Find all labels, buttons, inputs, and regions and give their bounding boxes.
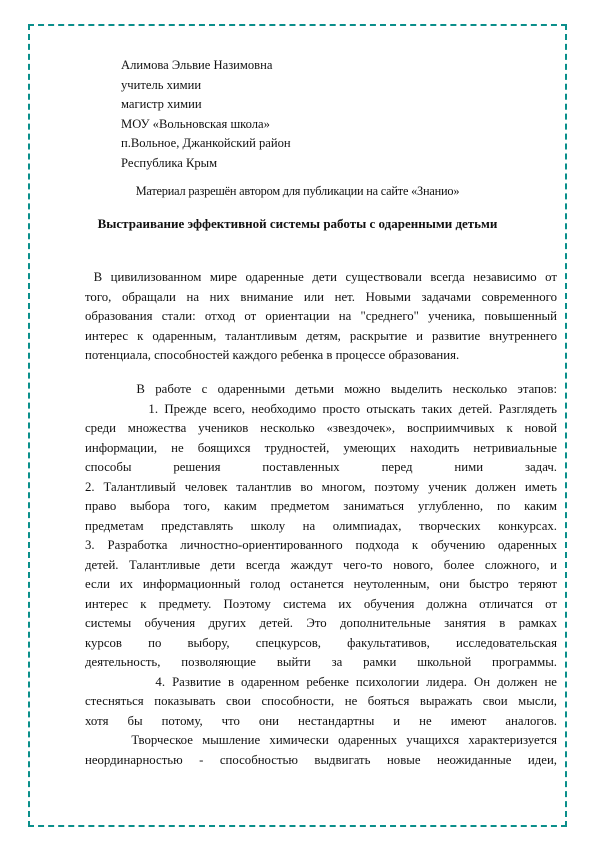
author-name: Алимова Эльвие Назимовна [121,58,273,72]
text-line: того, обращали на них внимание или нет. Новыми задачами современного [85,289,557,304]
text-line: среди множества учеников несколько «звездочек», восприимчивых к новой [85,421,557,435]
author-position: учитель химии [121,77,202,92]
text-line: способы решения поставленных перед ними задач. [85,460,557,474]
author-block [121,56,291,174]
text-line: В цивилизованном мире одаренные дети существовали всегда независимо от [85,270,557,284]
author-region: Республика Крым [121,155,218,170]
text-line: В работе с одаренными детьми можно выделить несколько этапов: [85,382,557,396]
text-line: право выбора того, каким предметом заниматься углубленно, по каким [85,499,557,513]
text-line: детей. Талантливые дети всегда жаждут чего-то нового, более сложного, и [85,557,557,572]
text-line: неординарностью - способностью выдвигать новые неожиданные идеи, [85,752,557,767]
text-line: интерес к предмету. Поэтому система их обучения должна отличатся от [85,596,557,611]
text-line: хотя бы потому, что они нестандартны и не имеют аналогов. [85,713,557,728]
text-line: стесняться показывать свои способности, не бояться выражать свои мысли, [85,694,557,708]
text-line: если их информационный голод останется неутоленным, они быстро теряют [85,577,557,591]
text-line: 3. Разработка личностно-ориентированного подхода к обучению одаренных [85,538,557,552]
text-line: предметам представлять школу на олимпиадах, творческих конкурсах. [85,518,557,533]
text-line: Творческое мышление химически одаренных учащихся характеризуется [85,733,557,747]
text-line: потенциала, способностей каждого ребенка в процессе образования. [85,348,460,362]
paragraph-intro [85,268,557,366]
author-locality: п.Вольное, Джанкойский район [121,136,291,151]
author-school: МОУ «Вольновская школа» [121,116,270,131]
paragraph-stages [85,380,557,770]
text-line: 1. Прежде всего, необходимо просто отыскать таких детей. Разглядеть [85,401,557,416]
text-line: 4. Развитие в одаренном ребенке психологии лидера. Он должен не [85,674,557,689]
text-line: интерес к одаренным, талантливым детям, раскрытие и развитие внутреннего [85,328,557,343]
text-line: образования стали: отход от ориентации на "среднего" ученика, повышенный [85,309,557,323]
author-degree: магистр химии [121,97,202,112]
text-line: информации, не боящихся трудностей, умеющих находить нетривиальные [85,440,557,455]
text-line: системы обучения других детей. Это дополнительные занятия в рамках [85,616,557,630]
document-title: Выстраивание эффективной системы работы с одаренными детьми [97,216,498,231]
text-line: курсов по выбору, спецкурсов, факультативов, исследовательская [85,635,557,650]
publication-notice: Материал разрешён автором для публикации на сайте «Знанио» [135,184,460,198]
text-line: деятельность, позволяющие выйти за рамки школьной программы. [85,655,557,669]
text-line: 2. Талантливый человек талантлив во многом, поэтому ученик должен иметь [85,479,557,494]
